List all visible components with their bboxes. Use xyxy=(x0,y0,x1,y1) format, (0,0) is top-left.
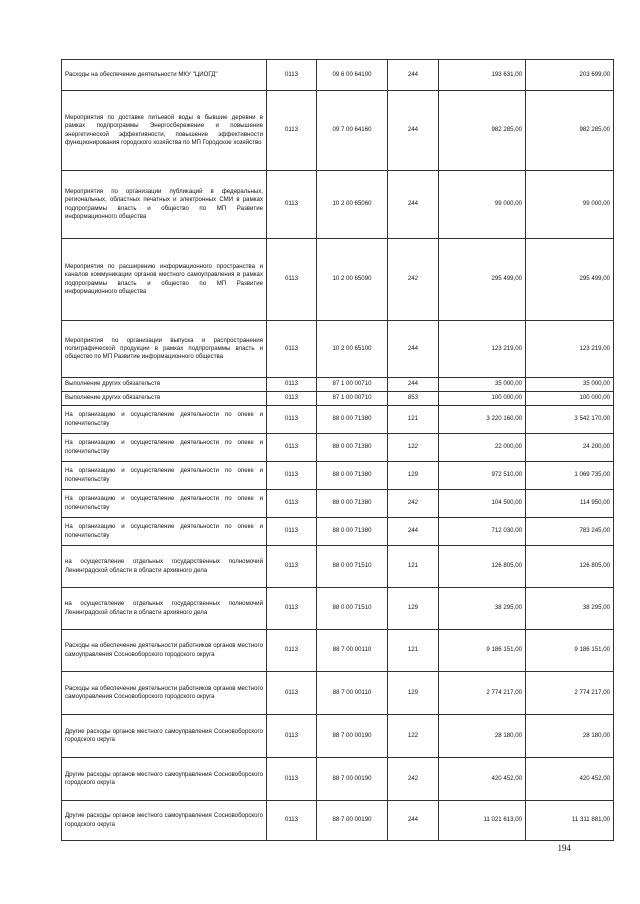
expense-type-cell: 244 xyxy=(388,91,439,171)
expense-type-cell: 244 xyxy=(388,378,439,392)
expense-type-cell: 242 xyxy=(388,239,439,321)
section-code-cell: 0113 xyxy=(267,490,317,518)
section-code-cell: 0113 xyxy=(267,171,317,239)
expense-name-cell: На организацию и осуществление деятельности по опеке и попечительству xyxy=(62,490,267,518)
amount-year1-cell: 104 500,00 xyxy=(439,490,526,518)
table-row xyxy=(62,518,614,546)
amount-year1-cell: 9 186 151,00 xyxy=(439,630,526,672)
expense-type-cell: 122 xyxy=(388,434,439,462)
target-article-cell: 88 0 00 71510 xyxy=(317,588,388,630)
target-article-cell: 88 7 00 00190 xyxy=(317,715,388,758)
target-article-cell: 87 1 00 00710 xyxy=(317,378,388,392)
target-article-cell: 88 7 00 00110 xyxy=(317,672,388,715)
expense-name-cell: На организацию и осуществление деятельности по опеке и попечительству xyxy=(62,518,267,546)
amount-year1-cell: 123 219,00 xyxy=(439,321,526,378)
table-row xyxy=(62,588,614,630)
target-article-cell: 88 0 00 71380 xyxy=(317,490,388,518)
expense-type-cell: 244 xyxy=(388,171,439,239)
amount-year2-cell: 11 311 881,00 xyxy=(526,801,614,841)
expense-name-cell: Расходы на обеспечение деятельности работников органов местного самоуправления Сосновоборского городского округа xyxy=(62,630,267,672)
amount-year2-cell: 3 542 170,00 xyxy=(526,406,614,434)
amount-year2-cell: 9 186 151,00 xyxy=(526,630,614,672)
table-row xyxy=(62,546,614,588)
amount-year1-cell: 126 805,00 xyxy=(439,546,526,588)
expense-name-cell: Другие расходы органов местного самоуправления Сосновоборского городского округа xyxy=(62,758,267,801)
section-code-cell: 0113 xyxy=(267,392,317,406)
section-code-cell: 0113 xyxy=(267,239,317,321)
table-row xyxy=(62,758,614,801)
table-row xyxy=(62,91,614,171)
expense-name-cell: Мероприятия по доставке питьевой воды в бывшие деревни в рамках подпрограммы Энергосбережение и повышение энергетической эффективности, повышение эффективности функционирования городского хозяйства по МП Городское хозяйство xyxy=(62,91,267,171)
expense-name-cell: Расходы на обеспечение деятельности МКУ "ЦИОГД" xyxy=(62,60,267,91)
budget-table-body xyxy=(62,60,614,841)
expense-type-cell: 129 xyxy=(388,462,439,490)
expense-type-cell: 122 xyxy=(388,715,439,758)
section-code-cell: 0113 xyxy=(267,630,317,672)
amount-year1-cell: 193 631,00 xyxy=(439,60,526,91)
table-row xyxy=(62,672,614,715)
amount-year1-cell: 11 021 613,00 xyxy=(439,801,526,841)
target-article-cell: 09 7 00 64160 xyxy=(317,91,388,171)
target-article-cell: 09 6 00 64100 xyxy=(317,60,388,91)
amount-year1-cell: 712 030,00 xyxy=(439,518,526,546)
target-article-cell: 10 2 00 65060 xyxy=(317,171,388,239)
table-row xyxy=(62,239,614,321)
amount-year1-cell: 982 285,00 xyxy=(439,91,526,171)
expense-type-cell: 121 xyxy=(388,406,439,434)
expense-type-cell: 244 xyxy=(388,60,439,91)
amount-year2-cell: 982 285,00 xyxy=(526,91,614,171)
target-article-cell: 10 2 00 65090 xyxy=(317,239,388,321)
target-article-cell: 87 1 00 00710 xyxy=(317,392,388,406)
expense-type-cell: 853 xyxy=(388,392,439,406)
section-code-cell: 0113 xyxy=(267,378,317,392)
section-code-cell: 0113 xyxy=(267,434,317,462)
budget-table xyxy=(61,59,614,841)
expense-name-cell: На организацию и осуществление деятельности по опеке и попечительству xyxy=(62,406,267,434)
amount-year1-cell: 35 000,00 xyxy=(439,378,526,392)
expense-name-cell: Расходы на обеспечение деятельности работников органов местного самоуправления Сосновоборского городского округа xyxy=(62,672,267,715)
amount-year1-cell: 972 510,00 xyxy=(439,462,526,490)
amount-year2-cell: 123 219,00 xyxy=(526,321,614,378)
expense-type-cell: 244 xyxy=(388,518,439,546)
section-code-cell: 0113 xyxy=(267,588,317,630)
table-row xyxy=(62,490,614,518)
amount-year2-cell: 295 499,00 xyxy=(526,239,614,321)
expense-name-cell: Другие расходы органов местного самоуправления Сосновоборского городского округа xyxy=(62,715,267,758)
amount-year1-cell: 99 000,00 xyxy=(439,171,526,239)
expense-type-cell: 121 xyxy=(388,546,439,588)
section-code-cell: 0113 xyxy=(267,321,317,378)
amount-year2-cell: 38 295,00 xyxy=(526,588,614,630)
amount-year1-cell: 28 180,00 xyxy=(439,715,526,758)
amount-year1-cell: 3 220 160,00 xyxy=(439,406,526,434)
expense-name-cell: Мероприятия по расширению информационного пространства и каналов коммуникации органов местного самоуправления в рамках подпрограммы власть и общество по МП Развитие информационного общества xyxy=(62,239,267,321)
expense-name-cell: Мероприятия по организации выпуска и распространения полиграфической продукции в рамках подпрограммы власть и общество по МП Развитие информационного общества xyxy=(62,321,267,378)
expense-name-cell: на осуществление отдельных государственных полномочий Ленинградской области в области архивного дела xyxy=(62,588,267,630)
expense-type-cell: 129 xyxy=(388,588,439,630)
amount-year1-cell: 2 774 217,00 xyxy=(439,672,526,715)
target-article-cell: 10 2 00 65100 xyxy=(317,321,388,378)
table-row xyxy=(62,392,614,406)
target-article-cell: 88 0 00 71510 xyxy=(317,546,388,588)
amount-year1-cell: 420 452,00 xyxy=(439,758,526,801)
section-code-cell: 0113 xyxy=(267,672,317,715)
target-article-cell: 88 0 00 71380 xyxy=(317,434,388,462)
amount-year2-cell: 28 180,00 xyxy=(526,715,614,758)
target-article-cell: 88 0 00 71380 xyxy=(317,406,388,434)
amount-year2-cell: 783 245,00 xyxy=(526,518,614,546)
target-article-cell: 88 7 00 00190 xyxy=(317,758,388,801)
table-row xyxy=(62,378,614,392)
table-row xyxy=(62,715,614,758)
section-code-cell: 0113 xyxy=(267,406,317,434)
section-code-cell: 0113 xyxy=(267,91,317,171)
amount-year2-cell: 24 200,00 xyxy=(526,434,614,462)
section-code-cell: 0113 xyxy=(267,758,317,801)
amount-year1-cell: 22 000,00 xyxy=(439,434,526,462)
table-row xyxy=(62,171,614,239)
section-code-cell: 0113 xyxy=(267,801,317,841)
expense-type-cell: 242 xyxy=(388,758,439,801)
amount-year2-cell: 2 774 217,00 xyxy=(526,672,614,715)
page-number: 194 xyxy=(557,843,571,853)
amount-year2-cell: 1 069 735,00 xyxy=(526,462,614,490)
amount-year2-cell: 99 000,00 xyxy=(526,171,614,239)
target-article-cell: 88 7 00 00190 xyxy=(317,801,388,841)
section-code-cell: 0113 xyxy=(267,462,317,490)
amount-year2-cell: 126 805,00 xyxy=(526,546,614,588)
target-article-cell: 88 0 00 71380 xyxy=(317,518,388,546)
table-row xyxy=(62,434,614,462)
amount-year1-cell: 295 499,00 xyxy=(439,239,526,321)
expense-name-cell: Другие расходы органов местного самоуправления Сосновоборского городского округа xyxy=(62,801,267,841)
amount-year2-cell: 114 950,00 xyxy=(526,490,614,518)
expense-type-cell: 242 xyxy=(388,490,439,518)
table-row xyxy=(62,801,614,841)
section-code-cell: 0113 xyxy=(267,518,317,546)
expense-name-cell: Выполнение других обязательств xyxy=(62,392,267,406)
expense-name-cell: Мероприятия по организации публикаций в федеральных, региональных, областных печатных и электронных СМИ в рамках подпрограммы власть и общество по МП Развитие информационного общества xyxy=(62,171,267,239)
expense-name-cell: на осуществление отдельных государственных полномочий Ленинградской области в области архивного дела xyxy=(62,546,267,588)
table-row xyxy=(62,630,614,672)
amount-year2-cell: 100 000,00 xyxy=(526,392,614,406)
table-row xyxy=(62,60,614,91)
section-code-cell: 0113 xyxy=(267,715,317,758)
expense-name-cell: На организацию и осуществление деятельности по опеке и попечительству xyxy=(62,462,267,490)
expense-name-cell: Выполнение других обязательств xyxy=(62,378,267,392)
expense-type-cell: 244 xyxy=(388,801,439,841)
target-article-cell: 88 7 00 00110 xyxy=(317,630,388,672)
expense-type-cell: 129 xyxy=(388,672,439,715)
table-row xyxy=(62,406,614,434)
expense-type-cell: 121 xyxy=(388,630,439,672)
section-code-cell: 0113 xyxy=(267,60,317,91)
expense-type-cell: 244 xyxy=(388,321,439,378)
amount-year2-cell: 203 699,00 xyxy=(526,60,614,91)
amount-year2-cell: 35 000,00 xyxy=(526,378,614,392)
amount-year1-cell: 38 295,00 xyxy=(439,588,526,630)
target-article-cell: 88 0 00 71380 xyxy=(317,462,388,490)
table-row xyxy=(62,321,614,378)
amount-year2-cell: 420 452,00 xyxy=(526,758,614,801)
table-row xyxy=(62,462,614,490)
section-code-cell: 0113 xyxy=(267,546,317,588)
amount-year1-cell: 100 000,00 xyxy=(439,392,526,406)
expense-name-cell: На организацию и осуществление деятельности по опеке и попечительству xyxy=(62,434,267,462)
